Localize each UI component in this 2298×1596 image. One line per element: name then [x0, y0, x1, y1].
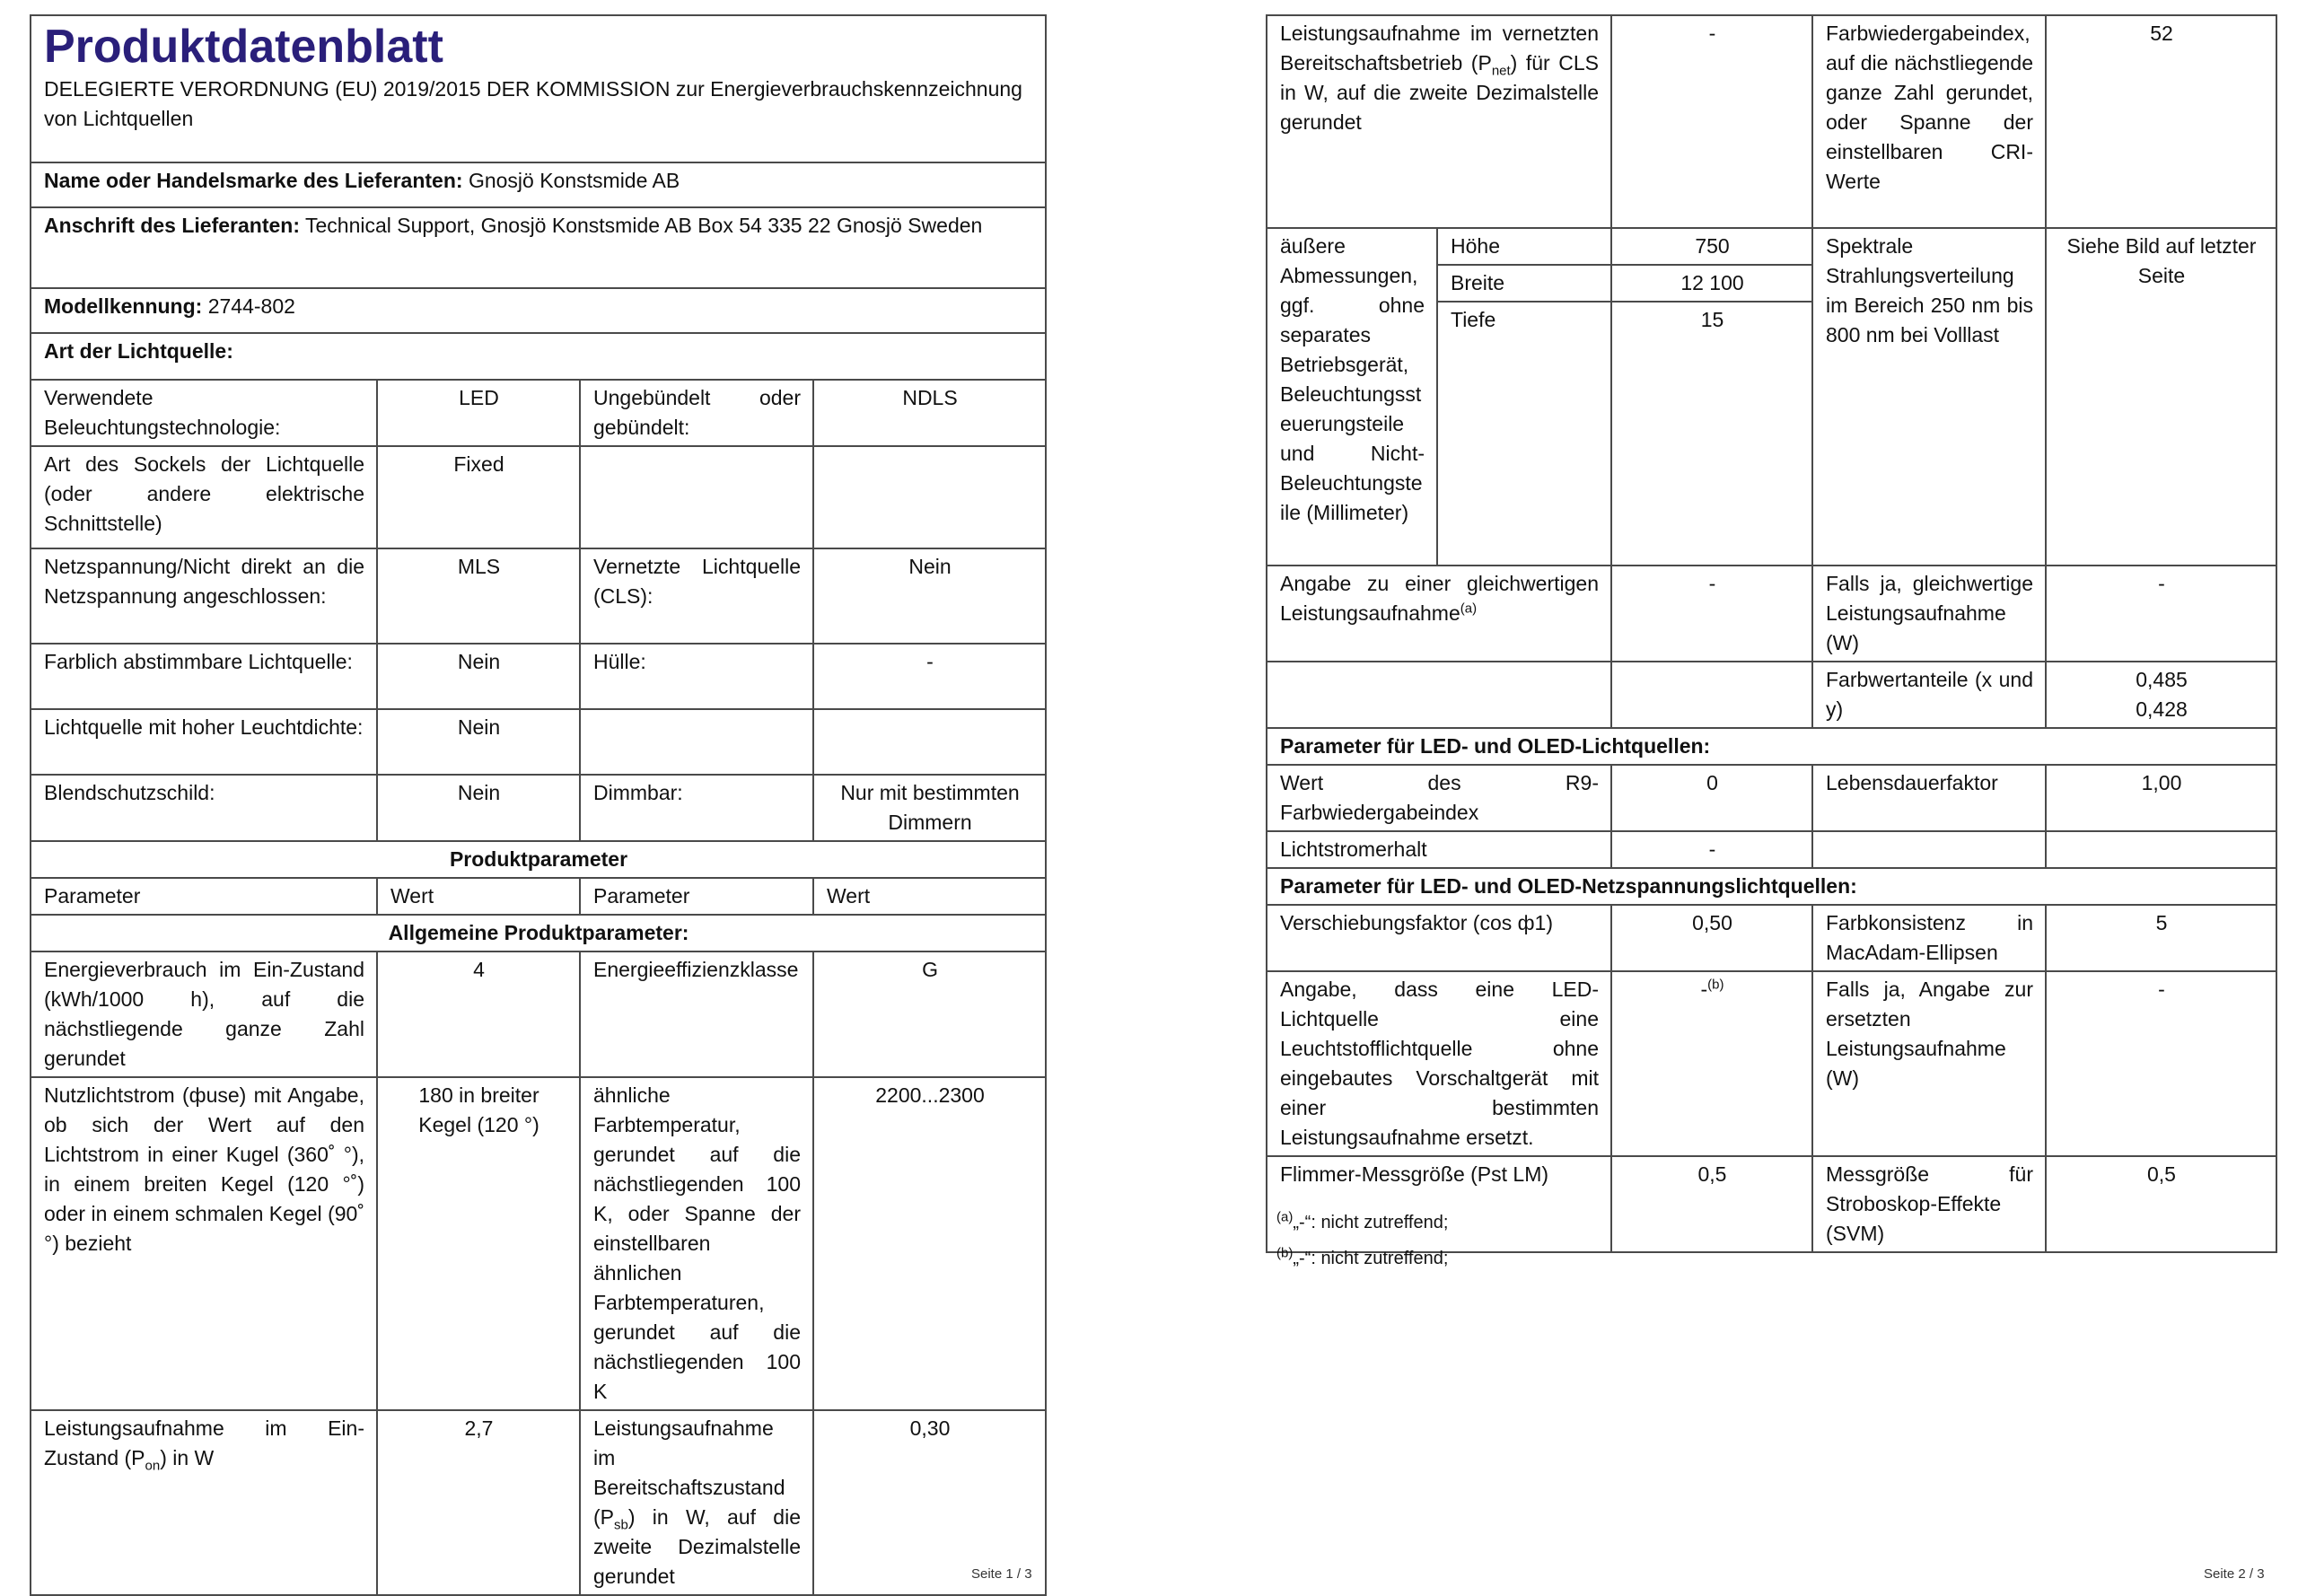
param-text: Leistungsaufnahme im vernetzten Bereitschaftsbetrieb (P	[1280, 22, 1599, 75]
param-cell: Flimmer-Messgröße (Pst LM)	[1267, 1156, 1611, 1252]
dimensions-row	[1267, 228, 2276, 265]
general-params-heading: Allgemeine Produktparameter:	[31, 915, 1046, 951]
table-row	[31, 775, 1046, 841]
footnote-marker: (b)	[1276, 1245, 1294, 1261]
param-cell: Dimmbar:	[580, 775, 813, 841]
value-cell: Siehe Bild auf letzter Seite	[2046, 228, 2276, 566]
table-row	[1267, 831, 2276, 868]
value-cell: 0,5	[2046, 1156, 2276, 1252]
regulation-text: DELEGIERTE VERORDNUNG (EU) 2019/2015 DER KOMMISSION zur Energieverbrauchskennzeichnung von Lichtquellen	[44, 77, 1022, 130]
table-row	[1267, 15, 2276, 228]
param-cell: Farblich abstimmbare Lichtquelle:	[31, 644, 377, 709]
value-cell: -	[1611, 831, 1812, 868]
model-label: Modellkennung:	[44, 294, 203, 318]
param-text: Angabe zu einer gleichwertigen Leistungsaufnahme	[1280, 572, 1599, 625]
dimensions-label: äußere Abmessungen, ggf. ohne separates Betriebsgerät, Beleuchtungssteuerungsteile und Nicht-Beleuchtungsteile (Millimeter)	[1267, 228, 1437, 566]
param-cell: Spektrale Strahlungsverteilung im Bereich 250 nm bis 800 nm bei Volllast	[1812, 228, 2046, 566]
light-source-type-label: Art der Lichtquelle:	[31, 333, 1046, 380]
value-cell	[1611, 971, 1812, 1156]
depth-value: 15	[1611, 302, 1812, 566]
param-cell: Hülle:	[580, 644, 813, 709]
param-cell: Nutzlichtstrom (фuse) mit Angabe, ob sich der Wert auf den Lichtstrom in einer Kugel (360˚ °), in einem breiten Kegel (120 °˚) oder in einem schmalen Kegel (90˚ °) bezieht	[31, 1077, 377, 1410]
footnote-b	[1276, 1241, 1448, 1276]
footnote-text: „-“: nicht zutreffend;	[1293, 1213, 1449, 1232]
value-cell: 180 in breiter Kegel (120 °)	[377, 1077, 580, 1410]
table-row	[31, 951, 1046, 1077]
page-number: Seite 2 / 3	[2204, 1566, 2265, 1582]
param-cell: Verwendete Beleuchtungstechnologie:	[31, 380, 377, 446]
table-row	[31, 1077, 1046, 1410]
value-cell: -	[813, 644, 1046, 709]
footnote-text: „-“: nicht zutreffend;	[1293, 1249, 1449, 1268]
value-cell: 5	[2046, 905, 2276, 971]
value-cell	[813, 446, 1046, 548]
param-cell: Lichtstromerhalt	[1267, 831, 1611, 868]
footnote-marker: (a)	[1276, 1209, 1294, 1225]
supplier-name-value: Gnosjö Konstsmide AB	[468, 169, 680, 192]
footnote-marker: (b)	[1707, 977, 1724, 993]
depth-label: Tiefe	[1437, 302, 1611, 566]
param-cell: Falls ja, gleichwertige Leistungsaufnahme (W)	[1812, 566, 2046, 662]
param-cell	[580, 709, 813, 775]
value-cell: Nein	[813, 548, 1046, 644]
product-params-heading: Produktparameter	[31, 841, 1046, 878]
table-row	[31, 709, 1046, 775]
table-row	[1267, 765, 2276, 831]
value-cell: 2200...2300	[813, 1077, 1046, 1410]
subscript: sb	[614, 1517, 628, 1533]
table-row	[1267, 971, 2276, 1156]
supplier-address-value: Technical Support, Gnosjö Konstsmide AB Box 54 335 22 Gnosjö Sweden	[304, 214, 983, 237]
value-cell: 4	[377, 951, 580, 1077]
value-cell: 52	[2046, 15, 2276, 228]
param-cell: Art des Sockels der Lichtquelle (oder andere elektrische Schnittstelle)	[31, 446, 377, 548]
table-row	[31, 644, 1046, 709]
param-text: Leistungsaufnahme im Ein-Zustand (P	[44, 1416, 364, 1469]
value-cell: 1,00	[2046, 765, 2276, 831]
value-text: -	[1700, 978, 1708, 1001]
param-cell: Energieeffizienzklasse	[580, 951, 813, 1077]
value-cell: Fixed	[377, 446, 580, 548]
value-cell: Nur mit bestimmten Dimmern	[813, 775, 1046, 841]
value-cell: -	[2046, 971, 2276, 1156]
param-cell: ähnliche Farbtemperatur, gerundet auf die nächstliegenden 100 K, oder Spanne der einstellbaren ähnlichen Farbtemperaturen, gerundet auf die nächstliegenden 100 K	[580, 1077, 813, 1410]
column-header-parameter: Parameter	[31, 878, 377, 915]
table-row	[31, 1410, 1046, 1595]
param-text: Leistungsaufnahme im Bereitschaftszustand (P	[593, 1416, 785, 1529]
value-cell: Nein	[377, 644, 580, 709]
param-cell: Falls ja, Angabe zur ersetzten Leistungsaufnahme (W)	[1812, 971, 2046, 1156]
param-cell: Messgröße für Stroboskop-Effekte (SVM)	[1812, 1156, 2046, 1252]
value-cell	[813, 709, 1046, 775]
table-row	[1267, 662, 2276, 728]
chromaticity-y-value: 0,428	[2136, 697, 2188, 721]
value-cell	[2046, 662, 2276, 728]
value-cell: 0	[1611, 765, 1812, 831]
height-label: Höhe	[1437, 228, 1611, 265]
param-cell	[1267, 15, 1611, 228]
param-cell	[31, 1410, 377, 1595]
value-cell: -	[1611, 566, 1812, 662]
led-mains-params-heading: Parameter für LED- und OLED-Netzspannungslichtquellen:	[1267, 868, 2276, 905]
footnote-a	[1276, 1205, 1448, 1241]
empty-cell	[1267, 662, 1611, 728]
supplier-name-row	[31, 162, 1046, 207]
model-row	[31, 288, 1046, 333]
table-row	[1267, 566, 2276, 662]
empty-cell	[1812, 831, 2046, 868]
empty-cell	[2046, 831, 2276, 868]
param-cell: Blendschutzschild:	[31, 775, 377, 841]
value-cell: 0,50	[1611, 905, 1812, 971]
value-cell: Nein	[377, 775, 580, 841]
page-title: Produktdatenblatt	[44, 21, 443, 73]
value-cell: 2,7	[377, 1410, 580, 1595]
param-cell: Energieverbrauch im Ein-Zustand (kWh/1000 h), auf die nächstliegende ganze Zahl gerundet	[31, 951, 377, 1077]
param-cell: Vernetzte Lichtquelle (CLS):	[580, 548, 813, 644]
footnotes	[1276, 1205, 1448, 1276]
param-cell: Lichtquelle mit hoher Leuchtdichte:	[31, 709, 377, 775]
page-1	[0, 0, 1077, 1588]
table-row	[31, 446, 1046, 548]
led-params-heading: Parameter für LED- und OLED-Lichtquellen:	[1267, 728, 2276, 765]
param-cell: Angabe, dass eine LED-Lichtquelle eine Leuchtstofflichtquelle ohne eingebautes Vorschaltgerät mit einer bestimmten Leistungsaufnahme ersetzt.	[1267, 971, 1611, 1156]
value-cell: G	[813, 951, 1046, 1077]
param-cell: Farbkonsistenz in MacAdam-Ellipsen	[1812, 905, 2046, 971]
param-text: ) in W	[160, 1446, 215, 1469]
value-cell: -	[2046, 566, 2276, 662]
value-cell: NDLS	[813, 380, 1046, 446]
subscript: net	[1491, 63, 1511, 79]
value-cell: MLS	[377, 548, 580, 644]
value-cell: -	[1611, 15, 1812, 228]
height-value: 750	[1611, 228, 1812, 265]
column-header-value: Wert	[377, 878, 580, 915]
param-cell	[1267, 566, 1611, 662]
column-header-value: Wert	[813, 878, 1046, 915]
page-number: Seite 1 / 3	[971, 1566, 1032, 1582]
table-row	[1267, 905, 2276, 971]
table-row	[31, 548, 1046, 644]
param-cell	[580, 1410, 813, 1595]
empty-cell	[1611, 662, 1812, 728]
width-label: Breite	[1437, 265, 1611, 302]
param-text: ) für CLS in W, auf die zweite Dezimalstelle gerundet	[1280, 51, 1599, 134]
document-header	[31, 15, 1046, 162]
param-cell: Verschiebungsfaktor (cos ф1)	[1267, 905, 1611, 971]
param-cell: Netzspannung/Nicht direkt an die Netzspannung angeschlossen:	[31, 548, 377, 644]
param-cell: Ungebündelt oder gebündelt:	[580, 380, 813, 446]
column-header-row	[31, 878, 1046, 915]
param-text: ) in W, auf die zweite Dezimalstelle gerundet	[593, 1505, 801, 1588]
column-header-parameter: Parameter	[580, 878, 813, 915]
footnote-marker: (a)	[1460, 601, 1478, 617]
param-cell	[580, 446, 813, 548]
chromaticity-x-value: 0,485	[2136, 668, 2188, 691]
subscript: on	[145, 1458, 161, 1474]
value-cell: 0,30	[813, 1410, 1046, 1595]
value-cell: 0,5	[1611, 1156, 1812, 1252]
supplier-name-label: Name oder Handelsmarke des Lieferanten:	[44, 169, 463, 192]
model-value: 2744-802	[207, 294, 295, 318]
page-2	[1239, 0, 2298, 1585]
product-datasheet-table-page-2	[1266, 14, 2277, 1253]
param-cell: Farbwiedergabeindex, auf die nächstliegende ganze Zahl gerundet, oder Spanne der einstellbaren CRI-Werte	[1812, 15, 2046, 228]
supplier-address-row	[31, 207, 1046, 288]
table-row	[31, 380, 1046, 446]
param-cell: Farbwertanteile (x und y)	[1812, 662, 2046, 728]
width-value: 12 100	[1611, 265, 1812, 302]
value-cell: LED	[377, 380, 580, 446]
value-cell: Nein	[377, 709, 580, 775]
supplier-address-label: Anschrift des Lieferanten:	[44, 214, 300, 237]
param-cell: Lebensdauerfaktor	[1812, 765, 2046, 831]
param-cell: Wert des R9-Farbwiedergabeindex	[1267, 765, 1611, 831]
product-datasheet-table-page-1	[30, 14, 1047, 1596]
